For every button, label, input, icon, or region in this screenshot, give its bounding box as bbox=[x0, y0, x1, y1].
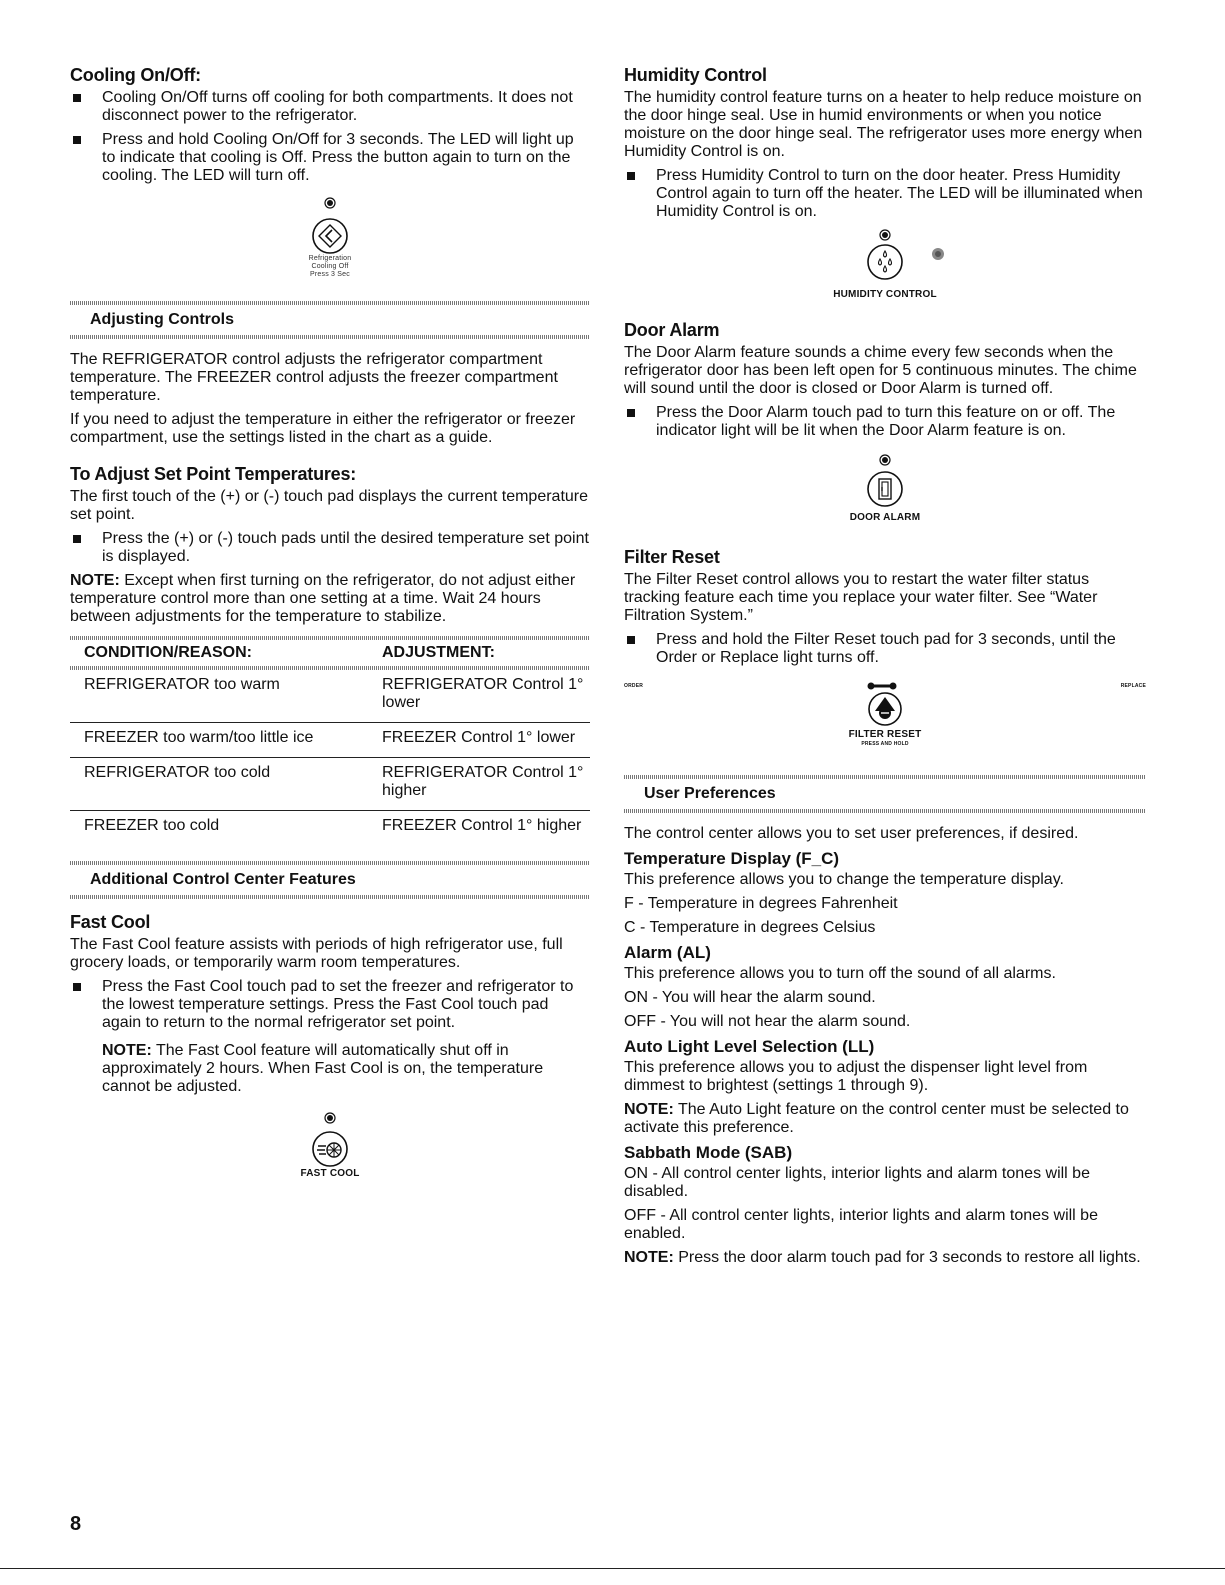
order-replace-indicator-icon bbox=[867, 681, 897, 691]
table-row bbox=[70, 670, 590, 723]
sabbath-note bbox=[624, 1249, 1146, 1267]
fast-cool-icon[interactable] bbox=[311, 1130, 349, 1168]
table-cell-condition: REFRIGERATOR too cold bbox=[70, 758, 372, 811]
humidity-icon-block bbox=[624, 229, 1146, 301]
humidity-heading: Humidity Control bbox=[624, 65, 767, 85]
door-alarm-icon-caption: DOOR ALARM bbox=[849, 512, 921, 523]
alarm-line-1: This preference allows you to turn off the sound of all alarms. bbox=[624, 965, 1056, 982]
adjusting-paragraph-1: The REFRIGERATOR control adjusts the refrigerator compartment temperature. The FREEZER control adjusts the freezer compartment temperature. bbox=[70, 351, 558, 404]
humidity-bullets bbox=[624, 167, 1146, 221]
status-light-icon bbox=[931, 247, 945, 261]
auto-light-note bbox=[624, 1101, 1146, 1137]
divider bbox=[70, 895, 590, 899]
sabbath-heading: Sabbath Mode (SAB) bbox=[624, 1143, 793, 1162]
order-label: ORDER bbox=[624, 683, 644, 689]
bottom-rule bbox=[0, 1568, 1225, 1569]
table-cell-adjustment: FREEZER Control 1° lower bbox=[372, 723, 590, 758]
table-cell-adjustment: REFRIGERATOR Control 1° higher bbox=[372, 758, 590, 811]
temp-display-heading: Temperature Display (F_C) bbox=[624, 849, 840, 868]
led-indicator-icon bbox=[879, 454, 891, 466]
fastcool-icon-block bbox=[70, 1112, 590, 1180]
adjusting-paragraph-2: If you need to adjust the temperature in either the refrigerator or freezer compartment, use the settings listed in the chart as a guide. bbox=[70, 411, 576, 446]
table-cell-condition: FREEZER too warm/too little ice bbox=[70, 723, 372, 758]
led-indicator-icon bbox=[324, 1112, 336, 1124]
table-header-adjustment: ADJUSTMENT: bbox=[382, 644, 495, 661]
list-item: Press the Door Alarm touch pad to turn this feature on or off. The indicator light will be lit when the Door Alarm feature is on. bbox=[624, 404, 1146, 440]
note-label: NOTE: bbox=[70, 572, 120, 589]
filter-reset-icon[interactable] bbox=[867, 691, 903, 727]
sabbath-line-2: OFF - All control center lights, interior lights and alarm tones will be enabled. bbox=[624, 1207, 1098, 1242]
temp-display-line-1: This preference allows you to change the temperature display. bbox=[624, 871, 1064, 888]
setpoint-heading: To Adjust Set Point Temperatures: bbox=[70, 464, 357, 484]
sabbath-line-1: ON - All control center lights, interior lights and alarm tones will be disabled. bbox=[624, 1165, 1090, 1200]
alarm-line-2: ON - You will hear the alarm sound. bbox=[624, 989, 876, 1006]
divider bbox=[624, 809, 1146, 813]
alarm-heading: Alarm (AL) bbox=[624, 943, 711, 962]
replace-label: REPLACE bbox=[1120, 683, 1146, 689]
user-preferences-intro: The control center allows you to set user preferences, if desired. bbox=[624, 825, 1079, 842]
adjusting-controls-title: Adjusting Controls bbox=[90, 311, 234, 328]
filter-reset-icon-block bbox=[624, 681, 1146, 747]
fastcool-note bbox=[102, 1042, 590, 1096]
cooling-bullets bbox=[70, 89, 590, 185]
cooling-icon-caption-3: Press 3 Sec bbox=[310, 271, 350, 278]
note-label: NOTE: bbox=[624, 1101, 674, 1118]
door-alarm-bullets bbox=[624, 404, 1146, 440]
table-cell-condition: FREEZER too cold bbox=[84, 817, 220, 834]
alarm-line-3: OFF - You will not hear the alarm sound. bbox=[624, 1013, 911, 1030]
filter-reset-bullets bbox=[624, 631, 1146, 667]
table-row bbox=[70, 723, 590, 758]
cooling-icon-caption-1: Refrigeration bbox=[308, 255, 352, 262]
note-text: Press the door alarm touch pad for 3 seconds to restore all lights. bbox=[673, 1249, 1141, 1266]
filter-reset-intro: The Filter Reset control allows you to restart the water filter status tracking feature each time you replace your water filter. See “Water Filtration System.” bbox=[624, 571, 1098, 624]
additional-features-title: Additional Control Center Features bbox=[90, 871, 356, 888]
user-preferences-band bbox=[624, 775, 1146, 813]
table-cell-adjustment: FREEZER Control 1° higher bbox=[382, 817, 582, 834]
user-preferences-title: User Preferences bbox=[644, 785, 776, 802]
led-indicator-icon bbox=[324, 197, 336, 209]
door-alarm-heading: Door Alarm bbox=[624, 320, 720, 340]
humidity-control-icon[interactable] bbox=[866, 243, 904, 281]
note-label: NOTE: bbox=[624, 1249, 674, 1266]
filter-reset-icon-subcaption: PRESS AND HOLD bbox=[861, 741, 909, 747]
temp-display-line-3: C - Temperature in degrees Celsius bbox=[624, 919, 876, 936]
cooling-icon-caption-2: Cooling Off bbox=[311, 263, 349, 270]
cooling-icon-block bbox=[70, 197, 590, 279]
table-cell-adjustment: REFRIGERATOR Control 1° lower bbox=[372, 670, 590, 723]
table-header-row bbox=[70, 640, 590, 666]
temp-display-line-2: F - Temperature in degrees Fahrenheit bbox=[624, 895, 898, 912]
setpoint-bullets bbox=[70, 530, 590, 566]
table-row bbox=[70, 758, 590, 811]
note-label: NOTE: bbox=[102, 1042, 152, 1059]
fastcool-heading: Fast Cool bbox=[70, 912, 151, 932]
adjustment-table bbox=[70, 636, 590, 845]
fastcool-intro: The Fast Cool feature assists with periods of high refrigerator use, full grocery loads, or temporarily warm room temperatures. bbox=[70, 936, 563, 971]
led-indicator-icon bbox=[879, 229, 891, 241]
list-item: Cooling On/Off turns off cooling for both compartments. It does not disconnect power to the refrigerator. bbox=[70, 89, 590, 125]
table-header-condition: CONDITION/REASON: bbox=[84, 644, 252, 661]
list-item: Press the (+) or (-) touch pads until the desired temperature set point is displayed. bbox=[70, 530, 590, 566]
list-item: Press and hold the Filter Reset touch pad for 3 seconds, until the Order or Replace light turns off. bbox=[624, 631, 1146, 667]
setpoint-intro: The first touch of the (+) or (-) touch pad displays the current temperature set point. bbox=[70, 488, 589, 523]
additional-features-band bbox=[70, 861, 590, 899]
left-column bbox=[70, 64, 590, 1190]
fastcool-icon-caption: FAST COOL bbox=[300, 1168, 360, 1179]
auto-light-intro: This preference allows you to adjust the dispenser light level from dimmest to brightest (settings 1 through 9). bbox=[624, 1059, 1088, 1094]
adjusting-controls-band bbox=[70, 301, 590, 339]
page-number: 8 bbox=[70, 1513, 82, 1535]
list-item: Press Humidity Control to turn on the door heater. Press Humidity Control again to turn off the heater. The LED will be illuminated when Humidity Control is on. bbox=[624, 167, 1146, 221]
table-row bbox=[70, 811, 590, 846]
setpoint-note bbox=[70, 572, 590, 626]
note-text: The Fast Cool feature will automatically shut off in approximately 2 hours. When Fast Cool is on, the temperature cannot be adjusted. bbox=[102, 1042, 544, 1095]
humidity-icon-caption: HUMIDITY CONTROL bbox=[833, 289, 937, 300]
cooling-on-off-icon[interactable] bbox=[311, 217, 349, 255]
door-alarm-icon-block bbox=[624, 454, 1146, 524]
door-alarm-intro: The Door Alarm feature sounds a chime every few seconds when the refrigerator door has been left open for 5 continuous minutes. The chime will sound until the door is closed or Door Alarm is turned off. bbox=[624, 344, 1137, 397]
list-item bbox=[70, 978, 590, 1096]
humidity-intro: The humidity control feature turns on a heater to help reduce moisture on the door hinge seal. Use in humid environments or when you notice moisture on the door hinge seal. The refrigerator uses more energy when Humidity Control is on. bbox=[624, 89, 1143, 160]
fastcool-bullet-text: Press the Fast Cool touch pad to set the freezer and refrigerator to the lowest temperature settings. Press the Fast Cool touch pad again to return to the normal refrigerator set point. bbox=[102, 978, 574, 1031]
divider bbox=[70, 335, 590, 339]
table-cell-condition: REFRIGERATOR too warm bbox=[70, 670, 372, 723]
door-alarm-icon[interactable] bbox=[866, 470, 904, 508]
list-item: Press and hold Cooling On/Off for 3 seconds. The LED will light up to indicate that cooling is Off. Press the button again to turn on the cooling. The LED will turn off. bbox=[70, 131, 590, 185]
filter-reset-heading: Filter Reset bbox=[624, 547, 720, 567]
note-text: Except when first turning on the refrigerator, do not adjust either temperature control more than one setting at a time. Wait 24 hours between adjustments for the temperature to stabilize. bbox=[70, 572, 576, 625]
fastcool-bullets bbox=[70, 978, 590, 1096]
filter-reset-icon-caption: FILTER RESET bbox=[848, 729, 922, 740]
cooling-heading: Cooling On/Off: bbox=[70, 65, 201, 85]
note-text: The Auto Light feature on the control center must be selected to activate this preference. bbox=[624, 1101, 1129, 1136]
right-column bbox=[624, 64, 1146, 1273]
auto-light-heading: Auto Light Level Selection (LL) bbox=[624, 1037, 875, 1056]
